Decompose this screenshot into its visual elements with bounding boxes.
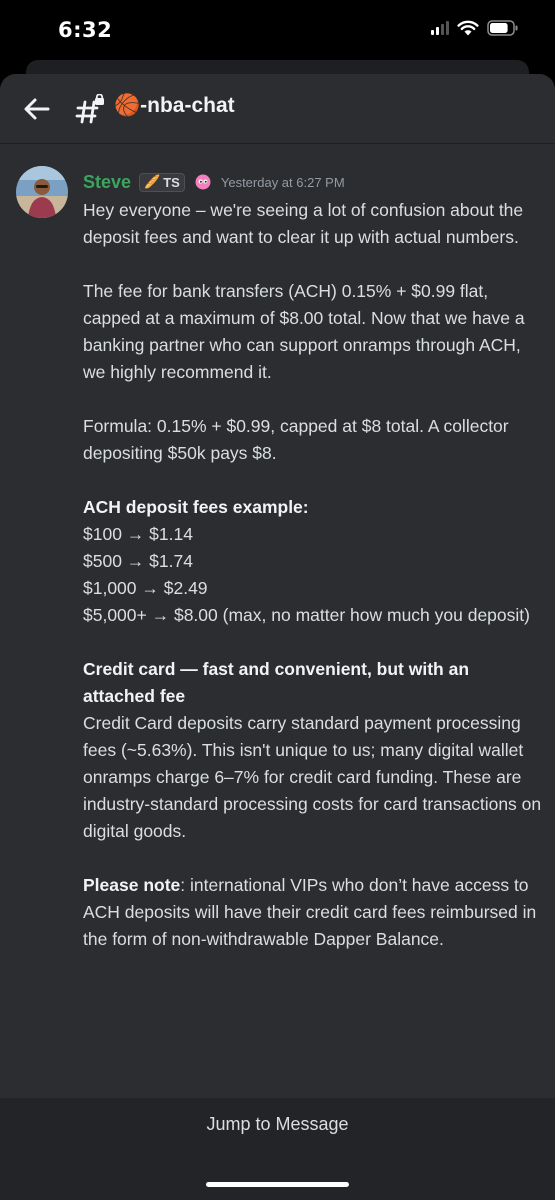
- timestamp: Yesterday at 6:27 PM: [220, 174, 345, 190]
- jump-to-message-button[interactable]: Jump to Message: [206, 1114, 349, 1134]
- back-arrow-icon[interactable]: [20, 92, 54, 126]
- channel-header: [0, 74, 555, 144]
- formula-paragraph: Formula: 0.15% + $0.99, capped at $8 total. A collector depositing $50k pays $8.: [83, 416, 509, 463]
- home-indicator: [206, 1182, 349, 1187]
- note-label: Please note: [83, 875, 181, 895]
- wifi-icon: [457, 20, 479, 36]
- server-tag-label: TS: [163, 174, 180, 190]
- credit-card-paragraph: Credit Card deposits carry standard payment processing fees (~5.63%). This isn't unique to us; many digital wallet onramps charge 6–7% for credit card funding. These are industry-standard processing costs for card transactions on digital goods.: [83, 713, 542, 841]
- ach-example-row: $5,000+ → $8.00 (max, no matter how much you deposit): [83, 605, 530, 625]
- author-name[interactable]: Steve: [83, 171, 132, 192]
- note-text: : international VIPs who don’t have access to ACH deposits will have their credit card fees reimbursed in the form of non-withdrawable Dapper Balance.: [83, 875, 537, 949]
- battery-icon: [487, 20, 519, 36]
- message-body: [83, 166, 543, 953]
- ach-heading: ACH deposit fees example:: [83, 497, 309, 517]
- status-time: 6:32: [58, 18, 113, 42]
- credit-card-heading: Credit card — fast and convenient, but with an attached fee: [83, 659, 470, 706]
- ach-example-row: $500 → $1.74: [83, 551, 193, 571]
- pink-ghost-icon: [195, 174, 211, 190]
- cellular-signal-icon: [431, 21, 449, 35]
- status-bar: [0, 0, 555, 62]
- locked-hashtag-icon: [74, 94, 106, 126]
- ach-example-row: $100 → $1.14: [83, 524, 193, 544]
- avatar[interactable]: [16, 166, 68, 218]
- note-paragraph: [83, 872, 543, 953]
- ach-example-row: $1,000 → $2.49: [83, 578, 208, 598]
- channel-title[interactable]: 🏀-nba-chat: [114, 94, 235, 117]
- bottom-bar: [0, 1098, 555, 1200]
- message-content: [83, 197, 543, 953]
- server-tag-emoji: 🥖: [144, 174, 161, 189]
- server-tag[interactable]: [139, 173, 185, 192]
- ach-paragraph: The fee for bank transfers (ACH) 0.15% + $0.99 flat, capped at a maximum of $8.00 total. Now that we have a banking partner who can support onramps through ACH, we highly recommend it.: [83, 281, 525, 382]
- intro-paragraph: Hey everyone – we're seeing a lot of confusion about the deposit fees and want to clear it up with actual numbers.: [83, 200, 524, 247]
- status-icons: [431, 20, 519, 36]
- thread-sheet: [0, 74, 555, 1200]
- message-header: [83, 171, 543, 193]
